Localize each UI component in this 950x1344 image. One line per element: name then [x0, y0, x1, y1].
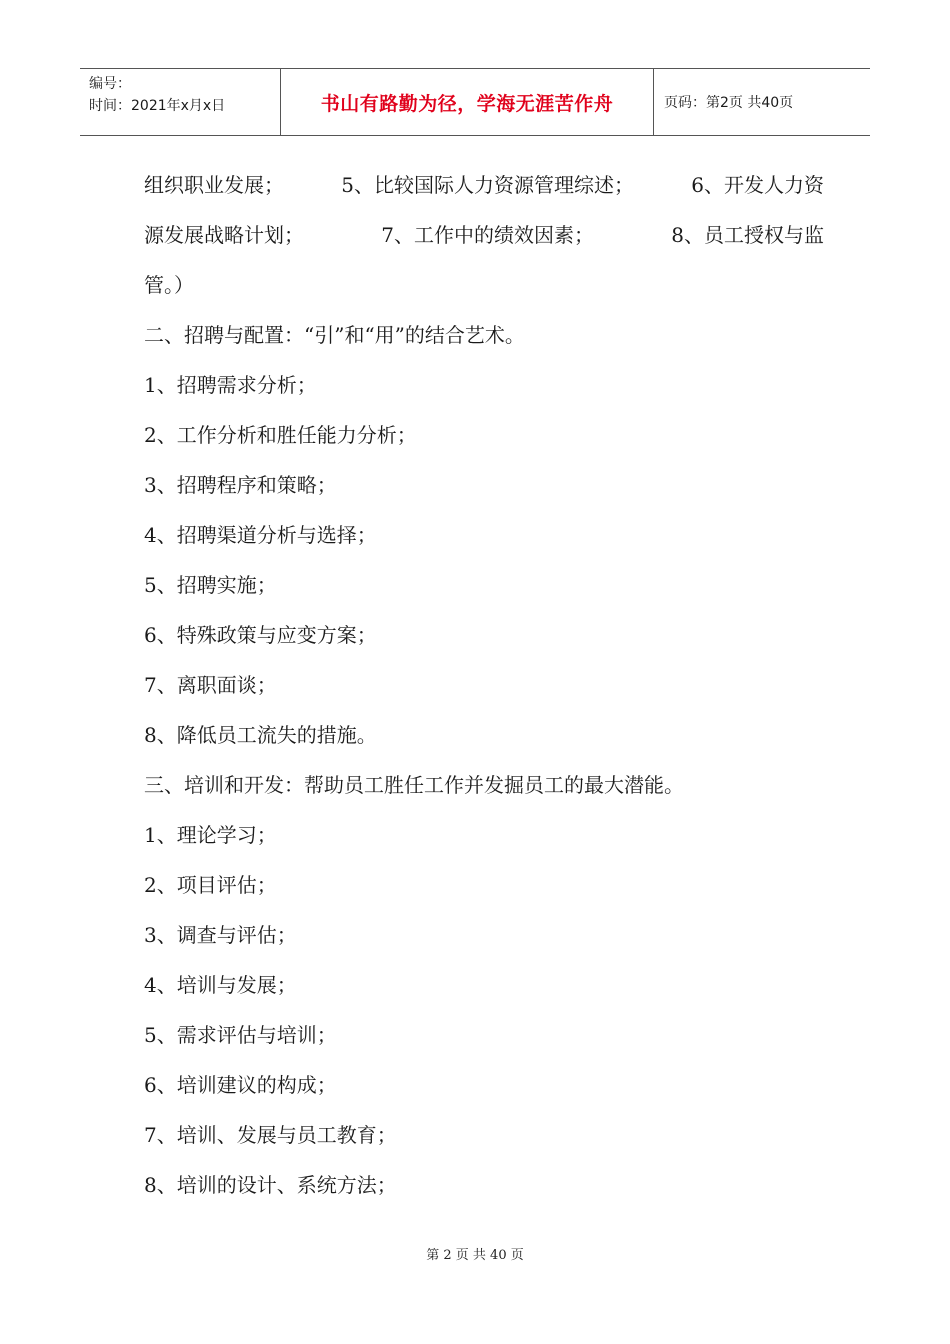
- list-item: 6、特殊政策与应变方案；: [144, 623, 377, 647]
- header-table: [80, 68, 870, 136]
- list-item: 2、工作分析和胜任能力分析；: [144, 423, 417, 447]
- text-segment: 6、开发人力资: [691, 173, 824, 197]
- section-heading: 三、培训和开发：帮助员工胜任工作并发掘员工的最大潜能。: [144, 773, 684, 797]
- list-item: 5、需求评估与培训；: [144, 1023, 337, 1047]
- paragraph-line: 管。）: [144, 273, 194, 297]
- list-item: 3、调查与评估；: [144, 923, 297, 947]
- text-segment: 5、比较国际人力资源管理综述；: [341, 173, 634, 197]
- paragraph-line: [144, 160, 824, 210]
- list-item: 5、招聘实施；: [144, 573, 277, 597]
- list-item: 7、培训、发展与员工教育；: [144, 1123, 397, 1147]
- header-motto-cell: [281, 69, 654, 135]
- text-segment: 组织职业发展；: [144, 173, 284, 197]
- list-item: 1、理论学习；: [144, 823, 277, 847]
- header-info-cell: [80, 69, 281, 135]
- text-segment: 8、员工授权与监: [671, 223, 824, 247]
- header-page-cell: [654, 69, 870, 135]
- page-label: 页码：第2页 共40页: [664, 95, 794, 111]
- list-item: 7、离职面谈；: [144, 673, 277, 697]
- list-item: 3、招聘程序和策略；: [144, 473, 337, 497]
- list-item: 8、培训的设计、系统方法；: [144, 1173, 397, 1197]
- list-item: 2、项目评估；: [144, 873, 277, 897]
- document-body: [144, 160, 824, 1210]
- list-item: 4、培训与发展；: [144, 973, 297, 997]
- list-item: 6、培训建议的构成；: [144, 1073, 337, 1097]
- list-item: 1、招聘需求分析；: [144, 373, 317, 397]
- text-segment: 源发展战略计划；: [144, 223, 304, 247]
- section-heading: 二、招聘与配置：“引”和“用”的结合艺术。: [144, 323, 525, 347]
- date-label: 时间：2021年x月x日: [89, 98, 226, 114]
- motto-text: 书山有路勤为径，学海无涯苦作舟: [320, 92, 614, 115]
- list-item: 4、招聘渠道分析与选择；: [144, 523, 377, 547]
- text-segment: 7、工作中的绩效因素；: [381, 223, 594, 247]
- paragraph-line: [144, 210, 824, 260]
- list-item: 8、降低员工流失的措施。: [144, 723, 377, 747]
- page-footer: 第 2 页 共 40 页: [426, 1248, 524, 1263]
- code-label: 编号：: [89, 76, 131, 92]
